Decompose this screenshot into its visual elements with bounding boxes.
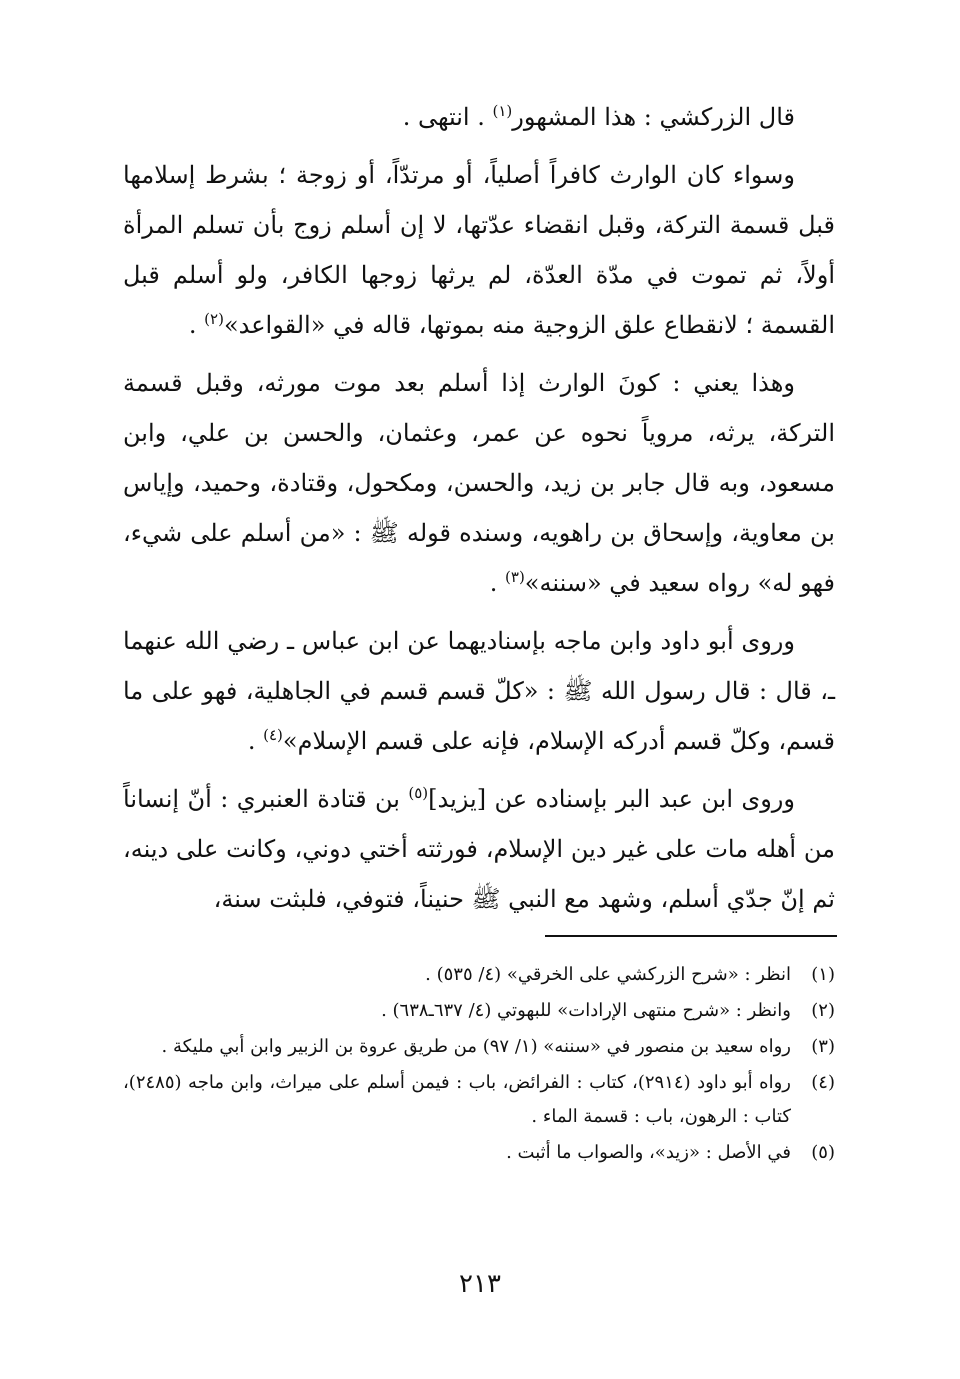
footnote-1 (123, 958, 835, 992)
paragraph-1-tail: . انتهى . (402, 103, 493, 131)
paragraph-3-tail: . (489, 569, 506, 597)
footnote-number: (١) (811, 964, 835, 985)
footnote-ref-4: (٤) (263, 726, 283, 744)
footnote-3 (123, 1030, 835, 1064)
paragraph-4 (123, 616, 835, 766)
paragraph-5 (123, 774, 835, 924)
footnote-ref-2: (٢) (204, 310, 224, 328)
paragraph-2-tail: . (188, 311, 205, 339)
footnote-divider (545, 935, 837, 937)
footnote-text: في الأصل : «زيد»، والصواب ما أثبت . (506, 1142, 791, 1163)
footnote-number: (٢) (811, 1000, 835, 1021)
footnote-ref-1: (١) (492, 102, 513, 120)
paragraph-5-tail: بن قتادة العنبري : أنّ إنساناً من أهله مات على غير دين الإسلام، فورثته أختي دوني، وكانت على دينه، ثم إنّ جدّي أسلم، وشهد مع النبي ﷺ حنيناً، فتوفي، فلبثت سنة، (123, 785, 835, 913)
paragraph-4-tail: . (247, 727, 264, 755)
footnote-2 (123, 994, 835, 1028)
footnote-ref-5: (٥) (408, 784, 429, 802)
paragraph-2 (123, 150, 835, 350)
paragraph-3 (123, 358, 835, 608)
footnote-text: انظر : «شرح الزركشي على الخرقي» (٤/ ٥٣٥) . (425, 964, 791, 985)
footnote-5 (123, 1136, 835, 1170)
footnote-number: (٣) (811, 1036, 835, 1057)
page-number: ٢١٣ (459, 1269, 501, 1299)
paragraph-3-text: وهذا يعني : كونَ الوارث إذا أسلم بعد موت مورثه، وقبل قسمة التركة، يرثه، مروياً نحوه عن عمر، وعثمان، والحسن بن علي، وابن مسعود، وبه قال جابر بن زيد، والحسن، ومكحول، وقتادة، وحميد، وإياس بن معاوية، وإسحاق بن راهويه، وسنده قوله ﷺ : «من أسلم على شيء، فهو له» رواه سعيد في «سننه» (123, 369, 835, 597)
footnote-4 (123, 1066, 835, 1134)
paragraph-5-text: وروى ابن عبد البر بإسناده عن [يزيد] (428, 785, 795, 813)
paragraph-2-text: وسواء كان الوارث كافراً أصلياً، أو مرتدّاً، أو زوجة ؛ بشرط إسلامها قبل قسمة التركة، وقبل انقضاء عدّتها، لا إن أسلم زوج بأن تسلم المرأة أولاً، ثم تموت في مدّة العدّة، لم يرثها زوجها الكافر، ولو أسلم قبل القسمة ؛ لانقطاع علق الزوجية منه بموتها، قاله في «القواعد» (123, 161, 835, 339)
footnote-text: رواه سعيد بن منصور في «سننه» (١/ ٩٧) من طريق عروة بن الزبير وابن أبي مليكة . (161, 1036, 791, 1057)
footnote-ref-3: (٣) (505, 568, 525, 586)
footnote-number: (٥) (811, 1142, 835, 1163)
footnote-text: وانظر : «شرح منتهى الإرادات» للبهوتي (٤/ ٦٣٧ـ٦٣٨) . (381, 1000, 791, 1021)
footnote-number: (٤) (811, 1072, 835, 1093)
paragraph-1 (123, 92, 835, 142)
footnotes (123, 958, 835, 1172)
paragraph-1-text: قال الزركشي : هذا المشهور (512, 103, 795, 131)
main-text (123, 92, 835, 932)
paragraph-4-text: وروى أبو داود وابن ماجه بإسناديهما عن ابن عباس ـ رضي الله عنهما ـ، قال : قال رسول الله ﷺ : «كلّ قسم قسم في الجاهلية، فهو على ما قسم، وكلّ قسم أدركه الإسلام، فإنه على قسم الإسلام» (123, 627, 835, 755)
footnote-text: رواه أبو داود (٢٩١٤)، كتاب : الفرائض، باب : فيمن أسلم على ميراث، وابن ماجه (٢٤٨٥)، كتاب : الرهون، باب : قسمة الماء . (123, 1072, 791, 1127)
